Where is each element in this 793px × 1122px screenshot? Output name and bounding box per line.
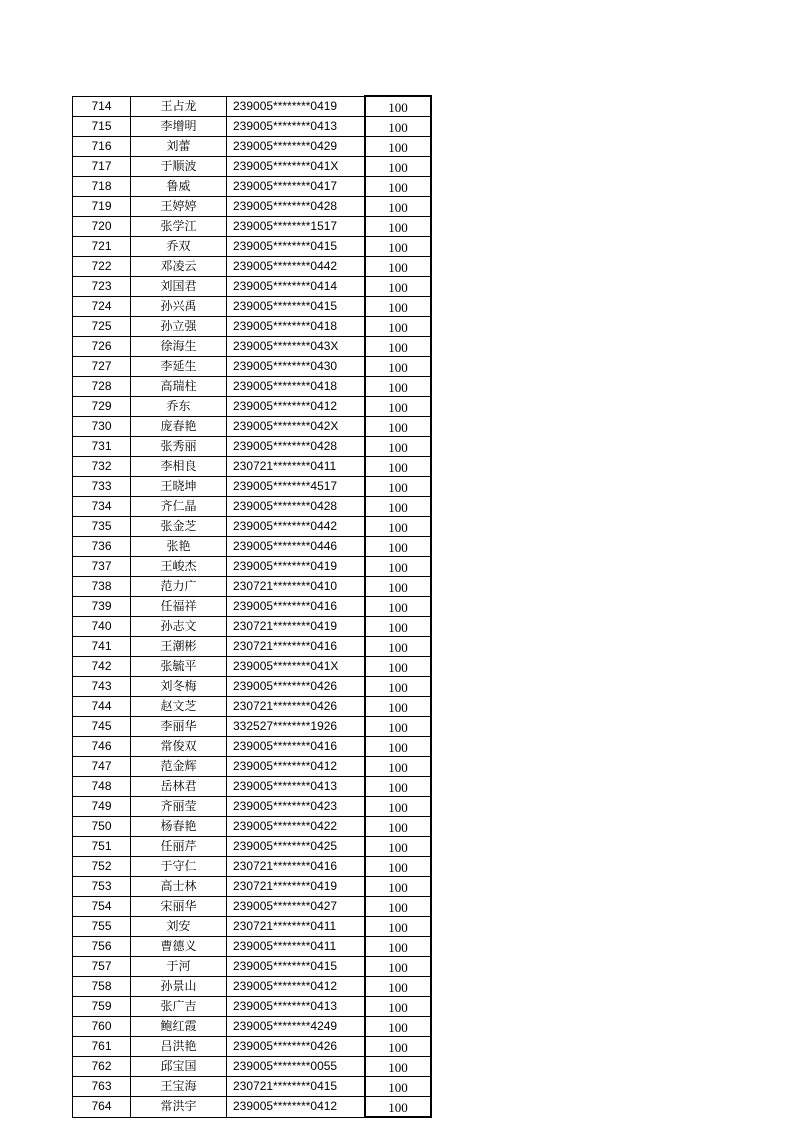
- table-row: [73, 1037, 432, 1057]
- amount-cell: 100: [365, 797, 431, 817]
- name-cell: 宋丽华: [131, 897, 227, 917]
- amount-cell: 100: [365, 637, 431, 657]
- id-number-cell: 239005********042X: [227, 417, 366, 437]
- name-cell: 刘安: [131, 917, 227, 937]
- serial-number-cell: 746: [73, 737, 131, 757]
- id-number-cell: 239005********0412: [227, 757, 366, 777]
- name-cell: 李丽华: [131, 717, 227, 737]
- id-number-cell: 230721********0410: [227, 577, 366, 597]
- id-number-cell: 239005********0415: [227, 957, 366, 977]
- name-cell: 刘冬梅: [131, 677, 227, 697]
- table-row: [73, 1097, 432, 1118]
- name-cell: 任福祥: [131, 597, 227, 617]
- amount-cell: 100: [365, 857, 431, 877]
- name-cell: 王晓坤: [131, 477, 227, 497]
- serial-number-cell: 740: [73, 617, 131, 637]
- id-number-cell: 239005********0417: [227, 177, 366, 197]
- name-cell: 邓凌云: [131, 257, 227, 277]
- amount-cell: 100: [365, 357, 431, 377]
- id-number-cell: 239005********0412: [227, 977, 366, 997]
- amount-cell: 100: [365, 917, 431, 937]
- amount-cell: 100: [365, 897, 431, 917]
- table-row: [73, 177, 432, 197]
- name-cell: 王宝海: [131, 1077, 227, 1097]
- name-cell: 王占龙: [131, 96, 227, 117]
- id-number-cell: 239005********0422: [227, 817, 366, 837]
- serial-number-cell: 729: [73, 397, 131, 417]
- name-cell: 张学江: [131, 217, 227, 237]
- serial-number-cell: 753: [73, 877, 131, 897]
- table-row: [73, 217, 432, 237]
- serial-number-cell: 717: [73, 157, 131, 177]
- table-row: [73, 497, 432, 517]
- name-cell: 刘蕾: [131, 137, 227, 157]
- table-row: [73, 137, 432, 157]
- serial-number-cell: 747: [73, 757, 131, 777]
- id-number-cell: 239005********0418: [227, 317, 366, 337]
- serial-number-cell: 726: [73, 337, 131, 357]
- name-cell: 任丽芹: [131, 837, 227, 857]
- table-row: [73, 797, 432, 817]
- amount-cell: 100: [365, 137, 431, 157]
- amount-cell: 100: [365, 417, 431, 437]
- serial-number-cell: 752: [73, 857, 131, 877]
- serial-number-cell: 719: [73, 197, 131, 217]
- id-number-cell: 239005********0427: [227, 897, 366, 917]
- amount-cell: 100: [365, 177, 431, 197]
- table-row: [73, 257, 432, 277]
- table-row: [73, 957, 432, 977]
- amount-cell: 100: [365, 697, 431, 717]
- serial-number-cell: 759: [73, 997, 131, 1017]
- table-row: [73, 997, 432, 1017]
- serial-number-cell: 720: [73, 217, 131, 237]
- amount-cell: 100: [365, 657, 431, 677]
- name-cell: 乔东: [131, 397, 227, 417]
- amount-cell: 100: [365, 96, 431, 117]
- name-cell: 范力广: [131, 577, 227, 597]
- amount-cell: 100: [365, 317, 431, 337]
- table-row: [73, 597, 432, 617]
- name-cell: 孙景山: [131, 977, 227, 997]
- name-cell: 岳林君: [131, 777, 227, 797]
- amount-cell: 100: [365, 757, 431, 777]
- serial-number-cell: 731: [73, 437, 131, 457]
- amount-cell: 100: [365, 837, 431, 857]
- table-row: [73, 337, 432, 357]
- id-number-cell: 239005********0428: [227, 497, 366, 517]
- table-row: [73, 877, 432, 897]
- name-cell: 孙立强: [131, 317, 227, 337]
- table-row: [73, 657, 432, 677]
- id-number-cell: 239005********0430: [227, 357, 366, 377]
- name-cell: 高瑞柱: [131, 377, 227, 397]
- serial-number-cell: 762: [73, 1057, 131, 1077]
- name-cell: 曹德义: [131, 937, 227, 957]
- table-row: [73, 96, 432, 117]
- name-cell: 张毓平: [131, 657, 227, 677]
- amount-cell: 100: [365, 297, 431, 317]
- table-row: [73, 437, 432, 457]
- table-row: [73, 717, 432, 737]
- amount-cell: 100: [365, 1037, 431, 1057]
- serial-number-cell: 739: [73, 597, 131, 617]
- serial-number-cell: 749: [73, 797, 131, 817]
- name-cell: 张秀丽: [131, 437, 227, 457]
- id-number-cell: 239005********0419: [227, 96, 366, 117]
- serial-number-cell: 756: [73, 937, 131, 957]
- amount-cell: 100: [365, 577, 431, 597]
- id-number-cell: 239005********041X: [227, 657, 366, 677]
- table-row: [73, 777, 432, 797]
- table-row: [73, 857, 432, 877]
- amount-cell: 100: [365, 937, 431, 957]
- table-row: [73, 677, 432, 697]
- id-number-cell: 239005********043X: [227, 337, 366, 357]
- name-cell: 李增明: [131, 117, 227, 137]
- amount-cell: 100: [365, 217, 431, 237]
- serial-number-cell: 730: [73, 417, 131, 437]
- amount-cell: 100: [365, 1077, 431, 1097]
- serial-number-cell: 738: [73, 577, 131, 597]
- id-number-cell: 239005********0446: [227, 537, 366, 557]
- name-cell: 张金芝: [131, 517, 227, 537]
- name-cell: 孙兴禹: [131, 297, 227, 317]
- id-number-cell: 239005********0426: [227, 1037, 366, 1057]
- serial-number-cell: 764: [73, 1097, 131, 1118]
- amount-cell: 100: [365, 397, 431, 417]
- id-number-cell: 239005********0425: [227, 837, 366, 857]
- table-row: [73, 977, 432, 997]
- id-number-cell: 239005********0426: [227, 677, 366, 697]
- name-cell: 鲁威: [131, 177, 227, 197]
- id-number-cell: 239005********4249: [227, 1017, 366, 1037]
- table-row: [73, 397, 432, 417]
- id-number-cell: 239005********0413: [227, 997, 366, 1017]
- id-number-cell: 230721********0419: [227, 617, 366, 637]
- table-row: [73, 317, 432, 337]
- name-cell: 齐仁晶: [131, 497, 227, 517]
- serial-number-cell: 743: [73, 677, 131, 697]
- amount-cell: 100: [365, 1017, 431, 1037]
- id-number-cell: 239005********0413: [227, 117, 366, 137]
- serial-number-cell: 763: [73, 1077, 131, 1097]
- name-cell: 邱宝国: [131, 1057, 227, 1077]
- id-number-cell: 239005********0412: [227, 397, 366, 417]
- id-number-cell: 230721********0416: [227, 637, 366, 657]
- id-number-cell: 239005********1517: [227, 217, 366, 237]
- table-row: [73, 837, 432, 857]
- table-row: [73, 117, 432, 137]
- roster-table-body: [73, 96, 432, 1117]
- name-cell: 范金辉: [131, 757, 227, 777]
- serial-number-cell: 744: [73, 697, 131, 717]
- name-cell: 孙志文: [131, 617, 227, 637]
- name-cell: 刘国君: [131, 277, 227, 297]
- serial-number-cell: 732: [73, 457, 131, 477]
- amount-cell: 100: [365, 277, 431, 297]
- name-cell: 庞春艳: [131, 417, 227, 437]
- serial-number-cell: 750: [73, 817, 131, 837]
- serial-number-cell: 728: [73, 377, 131, 397]
- name-cell: 常洪宇: [131, 1097, 227, 1118]
- id-number-cell: 239005********0428: [227, 197, 366, 217]
- serial-number-cell: 751: [73, 837, 131, 857]
- amount-cell: 100: [365, 257, 431, 277]
- id-number-cell: 239005********0429: [227, 137, 366, 157]
- id-number-cell: 230721********0416: [227, 857, 366, 877]
- id-number-cell: 239005********0442: [227, 517, 366, 537]
- amount-cell: 100: [365, 517, 431, 537]
- id-number-cell: 239005********041X: [227, 157, 366, 177]
- table-row: [73, 237, 432, 257]
- serial-number-cell: 715: [73, 117, 131, 137]
- serial-number-cell: 734: [73, 497, 131, 517]
- amount-cell: 100: [365, 737, 431, 757]
- roster-table: [72, 95, 432, 1118]
- amount-cell: 100: [365, 817, 431, 837]
- amount-cell: 100: [365, 997, 431, 1017]
- id-number-cell: 239005********0428: [227, 437, 366, 457]
- name-cell: 王婷婷: [131, 197, 227, 217]
- id-number-cell: 239005********0412: [227, 1097, 366, 1118]
- amount-cell: 100: [365, 437, 431, 457]
- serial-number-cell: 737: [73, 557, 131, 577]
- table-row: [73, 617, 432, 637]
- id-number-cell: 239005********0415: [227, 237, 366, 257]
- id-number-cell: 332527********1926: [227, 717, 366, 737]
- table-row: [73, 817, 432, 837]
- table-row: [73, 457, 432, 477]
- amount-cell: 100: [365, 337, 431, 357]
- table-row: [73, 1077, 432, 1097]
- amount-cell: 100: [365, 497, 431, 517]
- id-number-cell: 239005********0414: [227, 277, 366, 297]
- serial-number-cell: 727: [73, 357, 131, 377]
- amount-cell: 100: [365, 197, 431, 217]
- name-cell: 齐丽莹: [131, 797, 227, 817]
- id-number-cell: 239005********4517: [227, 477, 366, 497]
- serial-number-cell: 725: [73, 317, 131, 337]
- serial-number-cell: 761: [73, 1037, 131, 1057]
- id-number-cell: 230721********0426: [227, 697, 366, 717]
- name-cell: 徐海生: [131, 337, 227, 357]
- table-row: [73, 1057, 432, 1077]
- name-cell: 杨春艳: [131, 817, 227, 837]
- table-row: [73, 757, 432, 777]
- amount-cell: 100: [365, 957, 431, 977]
- serial-number-cell: 748: [73, 777, 131, 797]
- amount-cell: 100: [365, 157, 431, 177]
- id-number-cell: 239005********0055: [227, 1057, 366, 1077]
- amount-cell: 100: [365, 717, 431, 737]
- table-row: [73, 917, 432, 937]
- serial-number-cell: 742: [73, 657, 131, 677]
- amount-cell: 100: [365, 237, 431, 257]
- name-cell: 王潮彬: [131, 637, 227, 657]
- name-cell: 赵文芝: [131, 697, 227, 717]
- serial-number-cell: 755: [73, 917, 131, 937]
- amount-cell: 100: [365, 457, 431, 477]
- amount-cell: 100: [365, 777, 431, 797]
- table-row: [73, 737, 432, 757]
- name-cell: 王峻杰: [131, 557, 227, 577]
- name-cell: 吕洪艳: [131, 1037, 227, 1057]
- amount-cell: 100: [365, 597, 431, 617]
- table-row: [73, 897, 432, 917]
- table-row: [73, 357, 432, 377]
- table-row: [73, 197, 432, 217]
- serial-number-cell: 721: [73, 237, 131, 257]
- id-number-cell: 230721********0419: [227, 877, 366, 897]
- table-row: [73, 937, 432, 957]
- table-row: [73, 517, 432, 537]
- id-number-cell: 230721********0411: [227, 457, 366, 477]
- id-number-cell: 239005********0411: [227, 937, 366, 957]
- id-number-cell: 239005********0416: [227, 597, 366, 617]
- table-row: [73, 477, 432, 497]
- table-row: [73, 1017, 432, 1037]
- serial-number-cell: 733: [73, 477, 131, 497]
- serial-number-cell: 754: [73, 897, 131, 917]
- amount-cell: 100: [365, 1057, 431, 1077]
- serial-number-cell: 760: [73, 1017, 131, 1037]
- serial-number-cell: 741: [73, 637, 131, 657]
- table-row: [73, 577, 432, 597]
- serial-number-cell: 722: [73, 257, 131, 277]
- serial-number-cell: 723: [73, 277, 131, 297]
- serial-number-cell: 735: [73, 517, 131, 537]
- serial-number-cell: 745: [73, 717, 131, 737]
- serial-number-cell: 724: [73, 297, 131, 317]
- amount-cell: 100: [365, 677, 431, 697]
- table-row: [73, 157, 432, 177]
- name-cell: 高士林: [131, 877, 227, 897]
- amount-cell: 100: [365, 557, 431, 577]
- amount-cell: 100: [365, 477, 431, 497]
- serial-number-cell: 716: [73, 137, 131, 157]
- serial-number-cell: 718: [73, 177, 131, 197]
- amount-cell: 100: [365, 377, 431, 397]
- id-number-cell: 239005********0423: [227, 797, 366, 817]
- name-cell: 张广吉: [131, 997, 227, 1017]
- amount-cell: 100: [365, 617, 431, 637]
- id-number-cell: 239005********0413: [227, 777, 366, 797]
- name-cell: 于顺波: [131, 157, 227, 177]
- table-row: [73, 377, 432, 397]
- name-cell: 于河: [131, 957, 227, 977]
- table-row: [73, 277, 432, 297]
- table-row: [73, 637, 432, 657]
- serial-number-cell: 757: [73, 957, 131, 977]
- amount-cell: 100: [365, 537, 431, 557]
- name-cell: 张艳: [131, 537, 227, 557]
- amount-cell: 100: [365, 117, 431, 137]
- amount-cell: 100: [365, 1097, 431, 1118]
- table-row: [73, 697, 432, 717]
- serial-number-cell: 758: [73, 977, 131, 997]
- serial-number-cell: 714: [73, 96, 131, 117]
- id-number-cell: 239005********0442: [227, 257, 366, 277]
- name-cell: 常俊双: [131, 737, 227, 757]
- id-number-cell: 239005********0418: [227, 377, 366, 397]
- table-row: [73, 297, 432, 317]
- name-cell: 李延生: [131, 357, 227, 377]
- name-cell: 李相良: [131, 457, 227, 477]
- name-cell: 乔双: [131, 237, 227, 257]
- amount-cell: 100: [365, 977, 431, 997]
- id-number-cell: 239005********0415: [227, 297, 366, 317]
- name-cell: 于守仁: [131, 857, 227, 877]
- table-row: [73, 537, 432, 557]
- id-number-cell: 230721********0415: [227, 1077, 366, 1097]
- id-number-cell: 239005********0416: [227, 737, 366, 757]
- table-row: [73, 417, 432, 437]
- serial-number-cell: 736: [73, 537, 131, 557]
- id-number-cell: 239005********0419: [227, 557, 366, 577]
- id-number-cell: 230721********0411: [227, 917, 366, 937]
- table-row: [73, 557, 432, 577]
- name-cell: 鲍红霞: [131, 1017, 227, 1037]
- amount-cell: 100: [365, 877, 431, 897]
